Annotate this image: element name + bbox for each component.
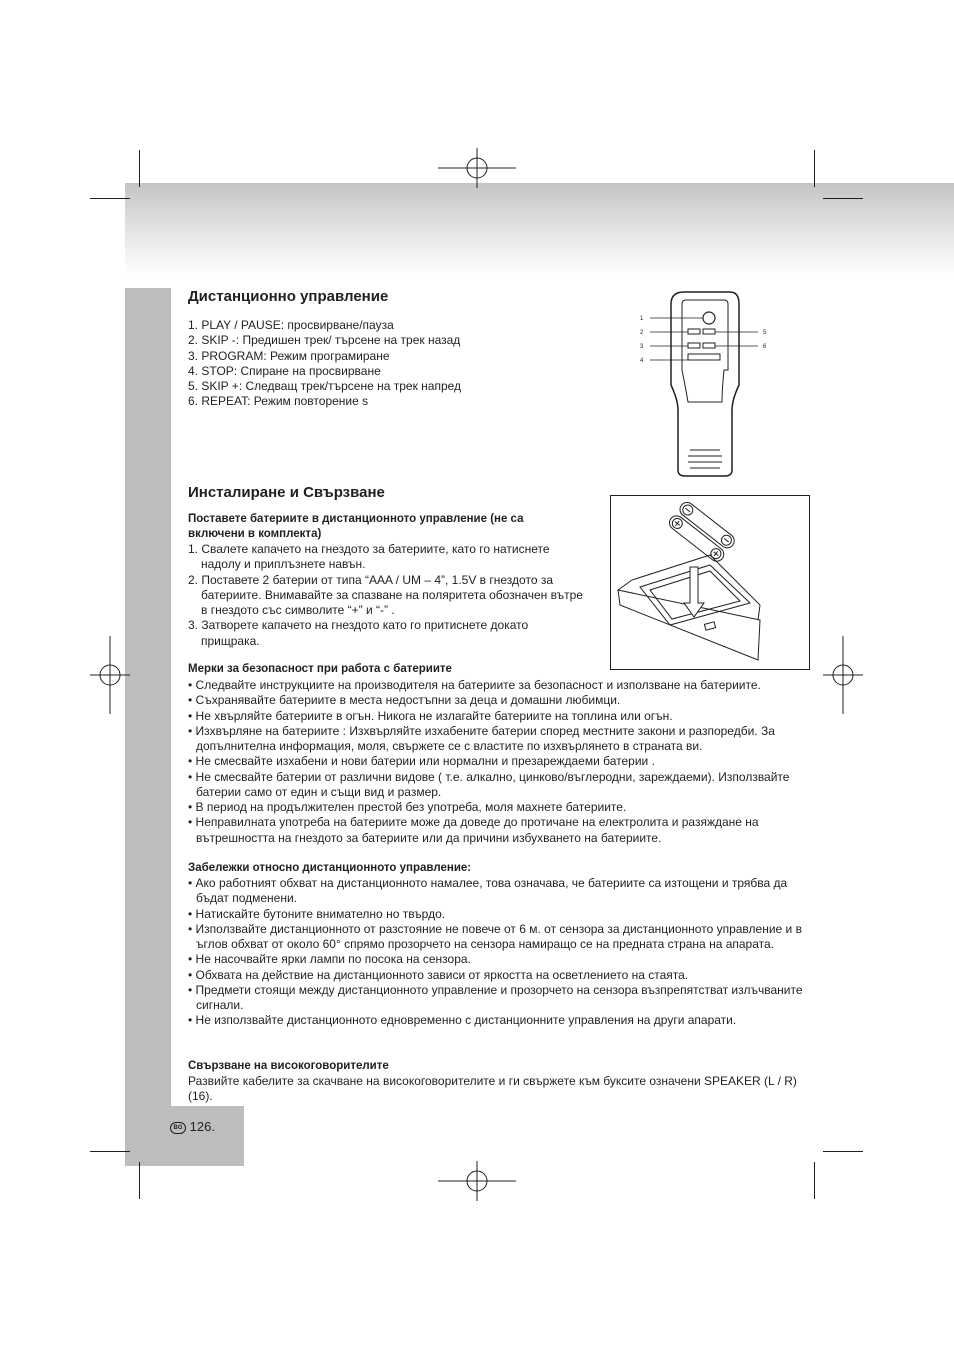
registration-mark-icon — [438, 1161, 516, 1201]
remote-button-list — [188, 318, 588, 410]
safety-title: Мерки за безопасност при работа с батериите — [188, 663, 452, 675]
list-item: 1. PLAY / PAUSE: просвирване/пауза — [188, 318, 394, 332]
list-item: • Натискайте бутоните внимателно но твърдо. — [188, 907, 808, 922]
remote-section-title: Дистанционно управление — [188, 288, 389, 305]
speakers-title: Свързване на високоговорителите — [188, 1060, 389, 1072]
page-footer — [170, 1119, 215, 1135]
notes-title: Забележки относно дистанционното управление: — [188, 862, 472, 874]
footer-band — [125, 1106, 244, 1166]
list-item: • Не смесвайте батерии от различни видове ( т.е. алкално, цинково/въглеродни, зареждаеми). Използвайте батерии само от един и същи вид и размер. — [188, 770, 808, 801]
side-band — [125, 288, 171, 1106]
battery-insertion-illustration — [610, 495, 810, 670]
callout-3: 3 — [640, 344, 644, 350]
install-section-title: Инсталиране и Свързване — [188, 484, 385, 501]
list-item: 5. SKIP +: Следващ трек/търсене на трек напред — [188, 379, 462, 393]
safety-list — [188, 678, 808, 846]
list-item: • Не насочвайте ярки лампи по посока на сензора. — [188, 952, 808, 967]
notes-list — [188, 876, 808, 1029]
list-item: • Не смесвайте изхабени и нови батерии или нормални и презареждаеми батерии . — [188, 754, 808, 769]
list-item: 6. REPEAT: Режим повторение s — [188, 394, 369, 409]
callout-6: 6 — [763, 344, 767, 350]
registration-mark-icon — [823, 636, 863, 714]
language-badge: BG — [170, 1122, 186, 1134]
list-item: 3. PROGRAM: Режим програмиране — [188, 348, 390, 363]
list-item: • Не хвърляйте батериите в огън. Никога не излагайте батериите на топлина или огън. — [188, 709, 808, 724]
list-item: • Изхвърляне на батериите : Изхвърляйте изхабените батерии според местните закони и разпоредби. За допълнителна информация, моля, свържете се с властите по изхвърлянето в страната ви. — [188, 724, 808, 755]
list-item: 4. STOP: Спиране на просвирване — [188, 363, 381, 378]
install-steps — [188, 542, 588, 649]
list-item: 2. SKIP -: Предишен трек/ търсене на трек назад — [188, 333, 461, 348]
remote-control-illustration — [632, 290, 782, 480]
list-item: • Предмети стоящи между дистанционното управление и прозорчето на сензора възпрепятстват излъчваните сигнали. — [188, 983, 808, 1014]
list-item: • Обхвата на действие на дистанционното зависи от яркостта на осветлението на стаята. — [188, 968, 808, 983]
list-item: • Използвайте дистанционното от разстояние не повече от 6 м. от сензора за дистанционното управление и в ъглов обхват от около 60° спрямо прозорчето на сензора намиращо се на предната страна на апарата. — [188, 922, 808, 953]
list-item: 2. Поставете 2 батерии от типа “AAA / UM – 4”, 1.5V в гнездото за батериите. Внимавайте за спазване на поляритета обозначен вътре в гнездото със символите “+” и “-” . — [188, 572, 583, 617]
callout-1: 1 — [640, 316, 644, 322]
list-item: • Следвайте инструкциите на производителя на батериите за безопасност и използване на батериите. — [188, 678, 808, 693]
list-item: • В период на продължителен престой без употреба, моля махнете батериите. — [188, 800, 808, 815]
header-band — [125, 183, 954, 275]
registration-mark-icon — [438, 148, 516, 188]
registration-mark-icon — [90, 636, 130, 714]
callout-4: 4 — [640, 358, 644, 364]
list-item: • Съхранявайте батериите в места недостъпни за деца и домашни любимци. — [188, 693, 808, 708]
list-item: • Неправилната употреба на батериите може да доведе до протичане на електролита и разяждане на вътрешността на гнездото за батериите или да причини избухването на батериите. — [188, 815, 808, 846]
list-item: 3. Затворете капачето на гнездото като го притиснете докато прищрака. — [188, 618, 529, 648]
callout-2: 2 — [640, 330, 644, 336]
list-item: • Ако работният обхват на дистанционното намалее, това означава, че батериите са изтощени и трябва да бъдат подменени. — [188, 876, 808, 907]
list-item: 1. Свалете капачето на гнездото за батериите, като го натиснете надолу и приплъзнете навън. — [188, 542, 550, 572]
speakers-text: Развийте кабелите за скачване на високоговорителите и ги свържете към буксите означени SPEAKER (L / R) (16). — [188, 1074, 797, 1104]
install-subtitle: Поставете батериите в дистанционното управление (не са включени в комплекта) — [188, 513, 524, 540]
callout-5: 5 — [763, 330, 767, 336]
page-number: 126. — [189, 1119, 215, 1134]
list-item: • Не използвайте дистанционното едновременно с дистанционните управления на други апарати. — [188, 1013, 808, 1028]
